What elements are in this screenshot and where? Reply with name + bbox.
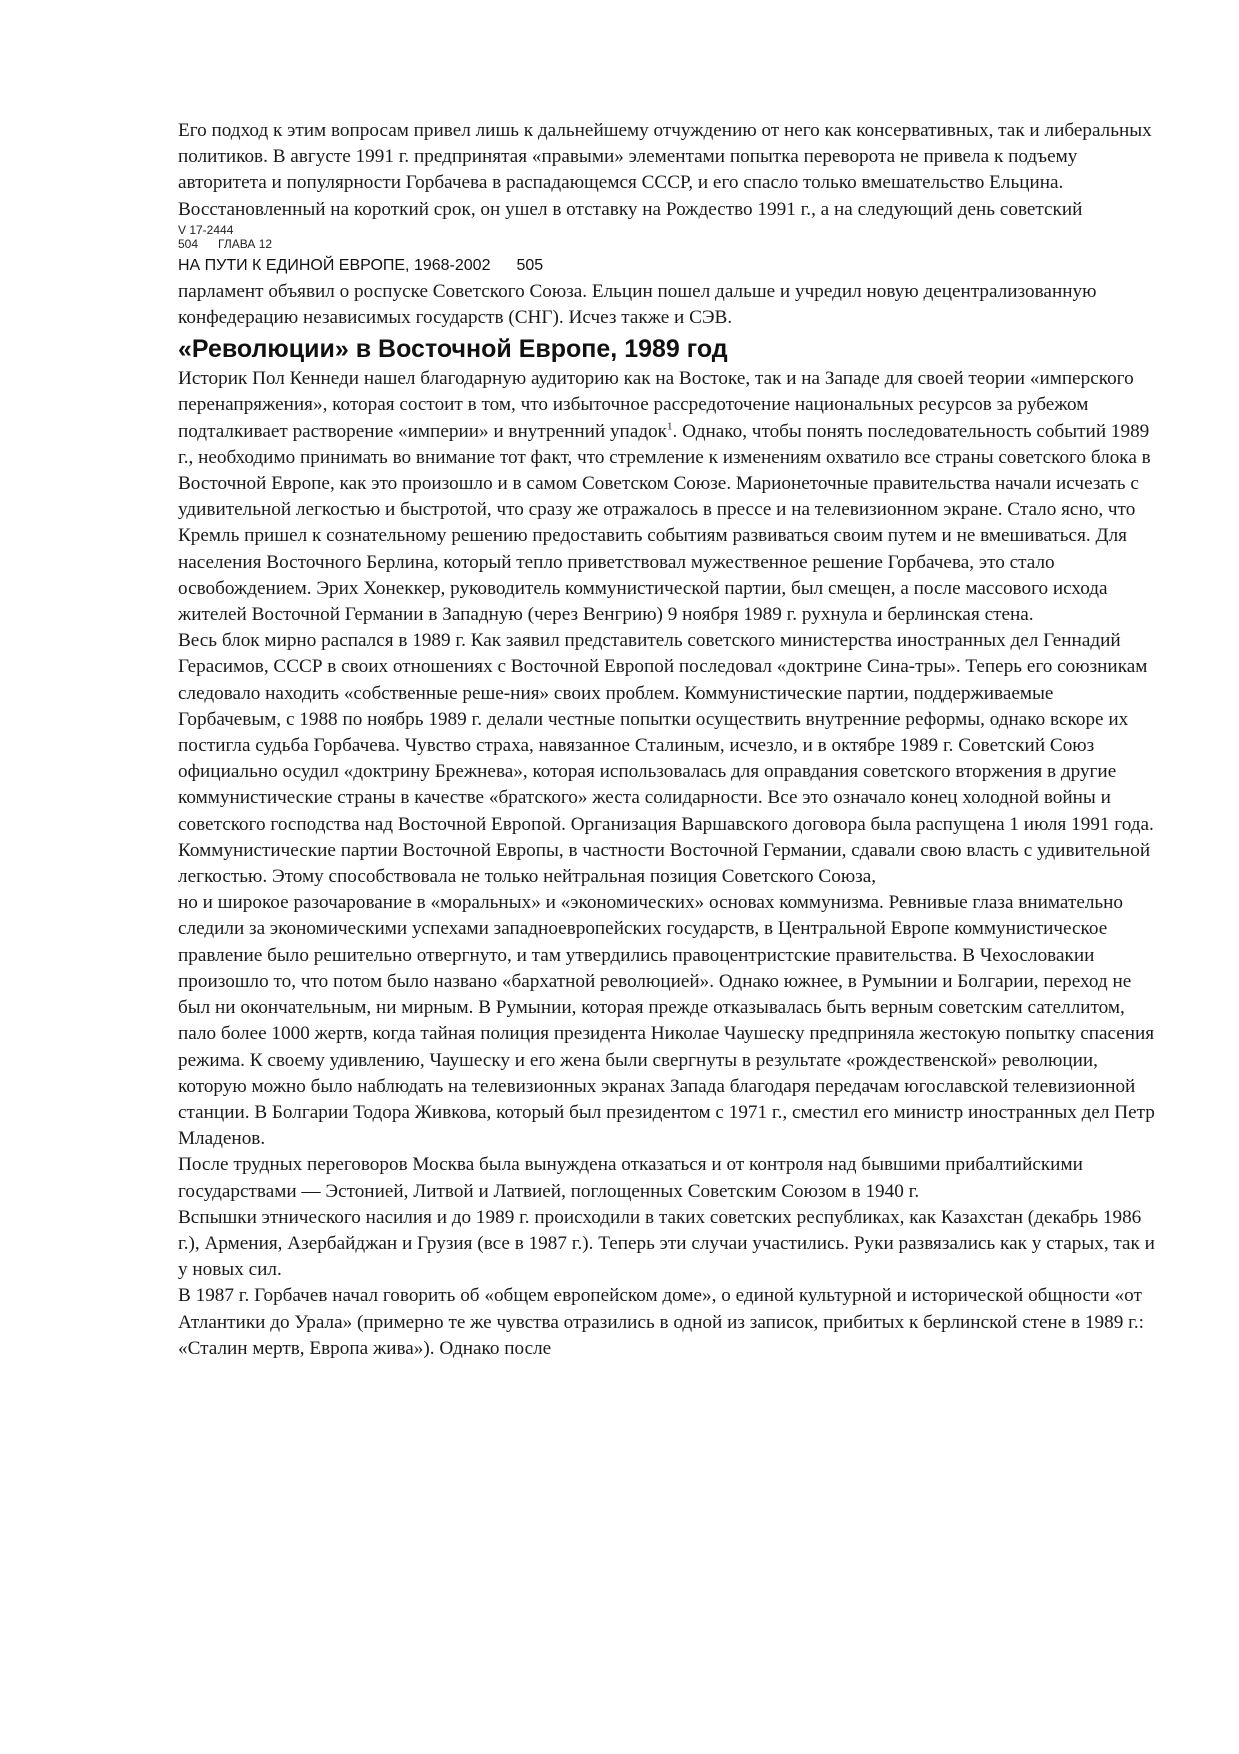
paragraph-1-main: Историк Пол Кеннеди нашел благодарную аудиторию как на Востоке, так и на Западе для своей теории «имперского перенапряжения», которая состоит в том, что избыточное рассредоточение национальных ресурсов за рубежом подталкивает растворение «империи» и внутренний упадок <box>178 368 1134 442</box>
left-running-header <box>178 237 1158 251</box>
left-chapter-title: ГЛАВА 12 <box>218 236 273 251</box>
paragraph-1 <box>178 366 1158 628</box>
paragraph-5: После трудных переговоров Москва была вынуждена отказаться и от контроля над бывшими прибалтийскими государствами — Эстонией, Литвой и Латвией, поглощенных Советским Союзом в 1940 г. <box>178 1154 1083 1202</box>
footnote-ref: 1 <box>667 420 673 433</box>
paragraph-3: Коммунистические партии Восточной Европы, в частности Восточной Германии, сдавали свою власть с удивительной легкостью. Этому способствовала не только нейтральная позиция Советского Союза, <box>178 839 1151 888</box>
paragraph-4: но и широкое разочарование в «моральных» и «экономических» основах коммунизма. Ревнивые глаза внимательно следили за экономическими успехами западноевропейских государств, в Центральной Европе коммунистическое правление было решительно отвергнуто, и там утвердились правоцентристские правительства. В Чехословакии произошло то, что потом было названо «бархатной революцией». Однако южнее, в Румынии и Болгарии, переход не был ни окончательным, ни мирным. В Румынии, которая прежде отказывалась быть верным советским сателлитом, пало более 1000 жертв, когда тайная полиция президента Николае Чаушеску предприняла жестокую попытку спасения режима. К своему удивлению, Чаушеску и его жена были свергнуты в результате «рождественской» революции, которую можно было наблюдать на телевизионных экранах Запада благодаря передачам югославской телевизионной станции. В Болгарии Тодора Живкова, который был президентом с 1971 г., сместил его министр иностранных дел Петр Младенов. <box>178 892 1155 1150</box>
paragraph-1-rest: . Однако, чтобы понять последовательность событий 1989 г., необходимо принимать во внимание тот факт, что стремление к изменениям охватило все страны советского блока в Восточной Европе, как это произошло и в самом Советском Союзе. Марионеточные правительства начали исчезать с удивительной легкостью и быстротой, что сразу же отражалось в прессе и на телевизионном экране. Стало ясно, что Кремль пришел к сознательному решению предоставить событиям развиваться своим путем и не вмешиваться. Для населения Восточного Берлина, который тепло приветствовал мужественное решение Горбачева, это стало освобождением. Эрих Хонеккер, руководитель коммунистической партии, был смещен, а после массового исхода жителей Восточной Германии в Западную (через Венгрию) 9 ноября 1989 г. рухнула и берлинская стена. <box>178 420 1151 626</box>
left-page-number: 504 <box>178 236 199 251</box>
print-code: V 17-2444 <box>178 222 234 237</box>
right-chapter-title: НА ПУТИ К ЕДИНОЙ ЕВРОПЕ, 1968-2002 <box>178 256 491 274</box>
right-running-header <box>178 255 1158 277</box>
top-paragraph: Его подход к этим вопросам привел лишь к дальнейшему отчуждению от него как консервативных, так и либеральных политиков. В августе 1991 г. предпринятая «правыми» элементами попытка переворота не привела к подъему авторитета и популярности Горбачева в распадающемся СССР, и его спасло только вмешательство Ельцина. Восстановленный на короткий срок, он ушел в отставку на Рождество 1991 г., а на следующий день советский <box>178 120 1152 220</box>
continuation-paragraph: парламент объявил о роспуске Советского Союза. Ельцин пошел дальше и учредил новую децентрализованную конфедерацию независимых государств (СНГ). Исчез также и СЭВ. <box>178 280 1097 329</box>
right-page-number: 505 <box>516 256 544 274</box>
paragraph-7: В 1987 г. Горбачев начал говорить об «общем европейском доме», о единой культурной и исторической общности «от Атлантики до Урала» (примерно те же чувства отразились в одной из записок, прибитых к берлинской стене в 1989 г.: «Сталин мертв, Европа жива»). Однако после <box>178 1285 1144 1359</box>
paragraph-2: Весь блок мирно распался в 1989 г. Как заявил представитель советского министерства иностранных дел Геннадий Герасимов, СССР в своих отношениях с Восточной Европой последовал «доктрине Сина-тры». Теперь его союзникам следовало находить «собственные реше-ния» своих проблем. Коммунистические партии, поддерживаемые Горбачевым, с 1988 по ноябрь 1989 г. делали честные попытки осуществить внутренние реформы, однако вскоре их постигла судьба Горбачева. Чувство страха, навязанное Сталиным, исчезло, и в октябре 1989 г. Советский Союз официально осудил «доктрину Брежнева», которая использовалась для оправдания советского вторжения в другие коммунистические страны в качестве «братского» жеста солидарности. Все это означало конец холодной войны и советского господства над Восточной Европой. Организация Варшавского договора была распущена 1 июля 1991 года. <box>178 630 1154 835</box>
section-heading: «Революции» в Восточной Европе, 1989 год <box>178 335 728 364</box>
document-page <box>178 118 1158 1362</box>
paragraph-6: Вспышки этнического насилия и до 1989 г. происходили в таких советских республиках, как Казахстан (декабрь 1986 г.), Армения, Азербайджан и Грузия (все в 1987 г.). Теперь эти случаи участились. Руки развязались как у старых, так и у новых сил. <box>178 1206 1155 1281</box>
